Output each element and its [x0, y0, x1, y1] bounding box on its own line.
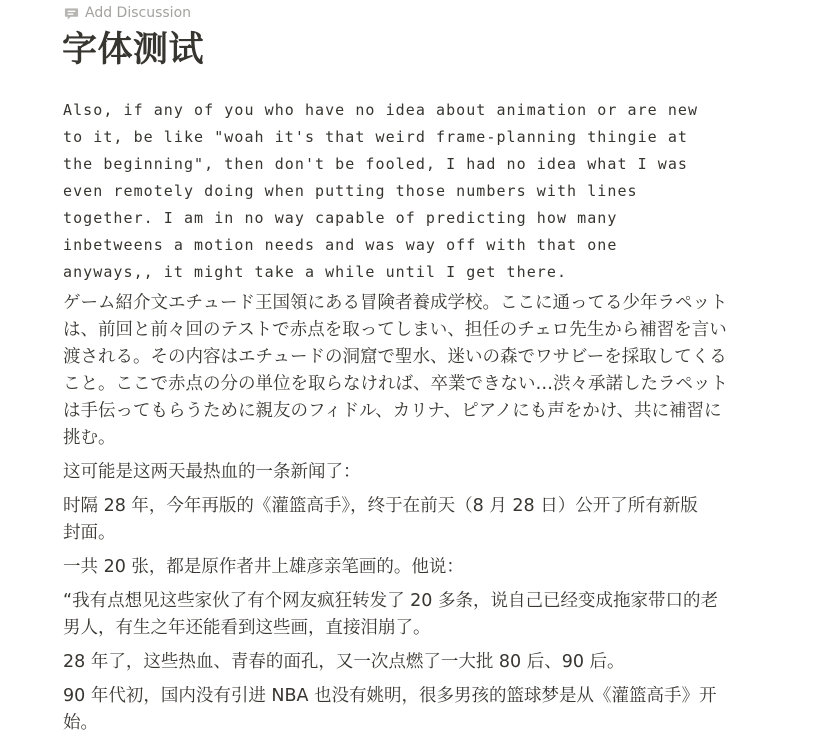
add-discussion-button[interactable]	[64, 5, 191, 21]
code-block-english-text[interactable]: Also, if any of you who have no idea about animation or are new to it, be like "woah it's that weird frame-planning thingie at the beginning", then don't be fooled, I had no idea what I was even remotely doing when putting those numbers with lines together. I am in no way capable of predicting how many inbetweens a motion needs and was way off with that one anyways,, it might take a while until I get there.	[63, 101, 699, 281]
page-content	[63, 95, 773, 737]
paragraph-90s[interactable]: 90 年代初，国内没有引进 NBA 也没有姚明，很多男孩的篮球梦是从《灌篮高手》开 始。	[63, 686, 717, 733]
comment-icon	[64, 6, 79, 21]
paragraph-quote[interactable]: “我有点想见这些家伙了有个网友疯狂转发了 20 多条，说自己已经变成拖家带口的老 男人，有生之年还能看到这些画，直接泪崩了。	[63, 591, 718, 638]
add-discussion-label: Add Discussion	[85, 5, 192, 21]
paragraph-covers[interactable]: 一共 20 张，都是原作者井上雄彦亲笔画的。他说：	[63, 557, 464, 577]
paragraph-reprint[interactable]: 时隔 28 年，今年再版的《灌篮高手》，终于在前天（8 月 28 日）公开了所有新版 封面。	[63, 496, 698, 543]
paragraph-28-years[interactable]: 28 年了，这些热血、青春的面孔，又一次点燃了一大批 80 后、90 后。	[63, 652, 625, 672]
paragraph-japanese[interactable]: ゲーム紹介文エチュード王国領にある冒険者養成学校。ここに通ってる少年ラペット は、前回と前々回のテストで赤点を取ってしまい、担任のチェロ先生から補習を言い 渡される。その内容はエチュードの洞窟で聖水、迷いの森でワサビーを採取してくる こと。ここで赤点の分の単位を取らなければ、卒業できない…渋々承諾したラペット は手伝ってもらうために親友のフィドル、カリナ、ピアノにも声をかけ、共に補習に 挑む。	[63, 293, 728, 448]
page-title[interactable]: 字体测试	[62, 30, 205, 70]
paragraph-news-intro[interactable]: 这可能是这两天最热血的一条新闻了：	[63, 462, 361, 482]
